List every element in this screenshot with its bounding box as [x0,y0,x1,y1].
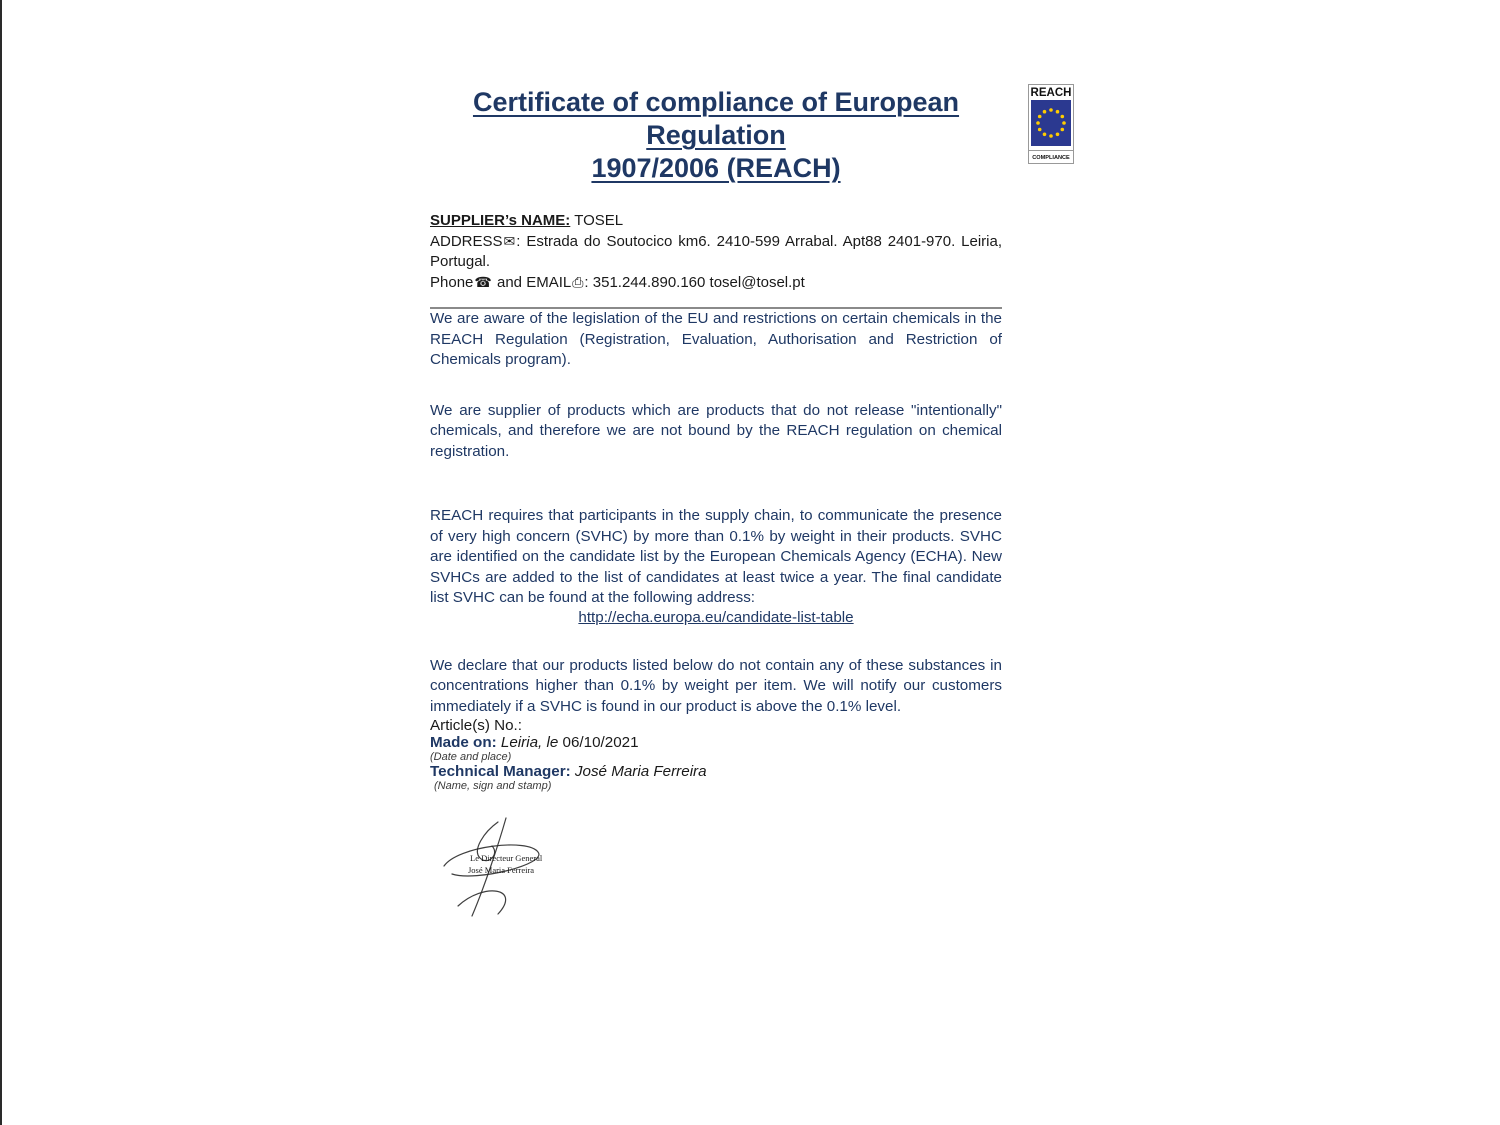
technical-manager-name: José Maria Ferreira [574,763,707,780]
envelope-icon: ✉ [503,233,516,249]
made-on-date: 06/10/2021 [562,734,639,751]
phone-label: Phone [430,274,474,291]
scan-edge [0,0,2,1125]
date-place-note: (Date and place) [430,751,512,763]
signature-block [432,816,572,920]
fax-icon: ⎙ [572,274,584,290]
name-sign-stamp-note: (Name, sign and stamp) [434,780,552,792]
made-on-label: Made on: [430,734,497,751]
article-number-line: Article(s) No.: [430,717,522,734]
signature-stroke [458,891,506,914]
supplier-address-line [430,231,1002,272]
title-line-1: Certificate of compliance of European Regulation [472,87,960,150]
email-label: and EMAIL [492,274,572,291]
contact-value: : 351.244.890.160 tosel@tosel.pt [584,274,805,291]
document-content [430,0,1002,920]
technical-manager-label: Technical Manager: [430,763,571,780]
supplier-contact-line [430,272,1002,293]
paragraph-declaration: We declare that our products listed below do not contain any of these substances in concentrations higher than 0.1% by weight per item. We will notify our customers immediately if a SVHC is found in our product is above the 0.1% level. [430,656,1002,715]
phone-icon: ☎ [474,274,492,290]
made-on-place: Leiria, le [500,734,559,751]
supplier-name-value: TOSEL [570,212,624,229]
reach-logo-graphic [1028,84,1074,164]
paragraph-supplier-statement: We are supplier of products which are products that do not release "intentionally" chemicals, and therefore we are not bound by the REACH regulation on chemical registration. [430,401,1002,460]
candidate-list-link-line [430,609,1002,626]
signature-graphic [432,816,572,920]
candidate-list-link[interactable]: http://echa.europa.eu/candidate-list-table [578,608,854,626]
signature-text-line2: José Maria Ferreira [468,865,535,875]
logo-reach-text: REACH [1030,87,1072,99]
reach-compliance-logo [1028,84,1074,164]
address-label: ADDRESS [430,233,503,250]
address-value: : Estrada do Soutocico km6. 2410-599 Arrabal. Apt88 2401-970. Leiria, Portugal. [430,233,1002,270]
paragraph-reach-requirements: REACH requires that participants in the supply chain, to communicate the presence of very high concern (SVHC) by more than 0.1% by weight in their products. SVHC are identified on the candidate list by the European Chemicals Agency (ECHA). New SVHCs are added to the list of candidates at least twice a year. The final candidate list SVHC can be found at the following address: [430,507,1002,606]
logo-compliance-text: COMPLIANCE [1032,155,1070,161]
technical-manager-line [430,763,1002,780]
title-line-2: 1907/2006 (REACH) [591,153,841,183]
supplier-name-line [430,211,1002,231]
supplier-name-label: SUPPLIER’s NAME: [430,212,571,229]
made-on-line [430,734,1002,751]
paragraph-legislation-awareness: We are aware of the legislation of the EU and restrictions on certain chemicals in the REACH Regulation (Registration, Evaluation, Authorisation and Restriction of Chemicals program). [430,310,1002,368]
document-title [430,86,1002,185]
signature-text-line1: Le Directeur General [470,853,543,863]
supplier-block [430,211,1002,293]
